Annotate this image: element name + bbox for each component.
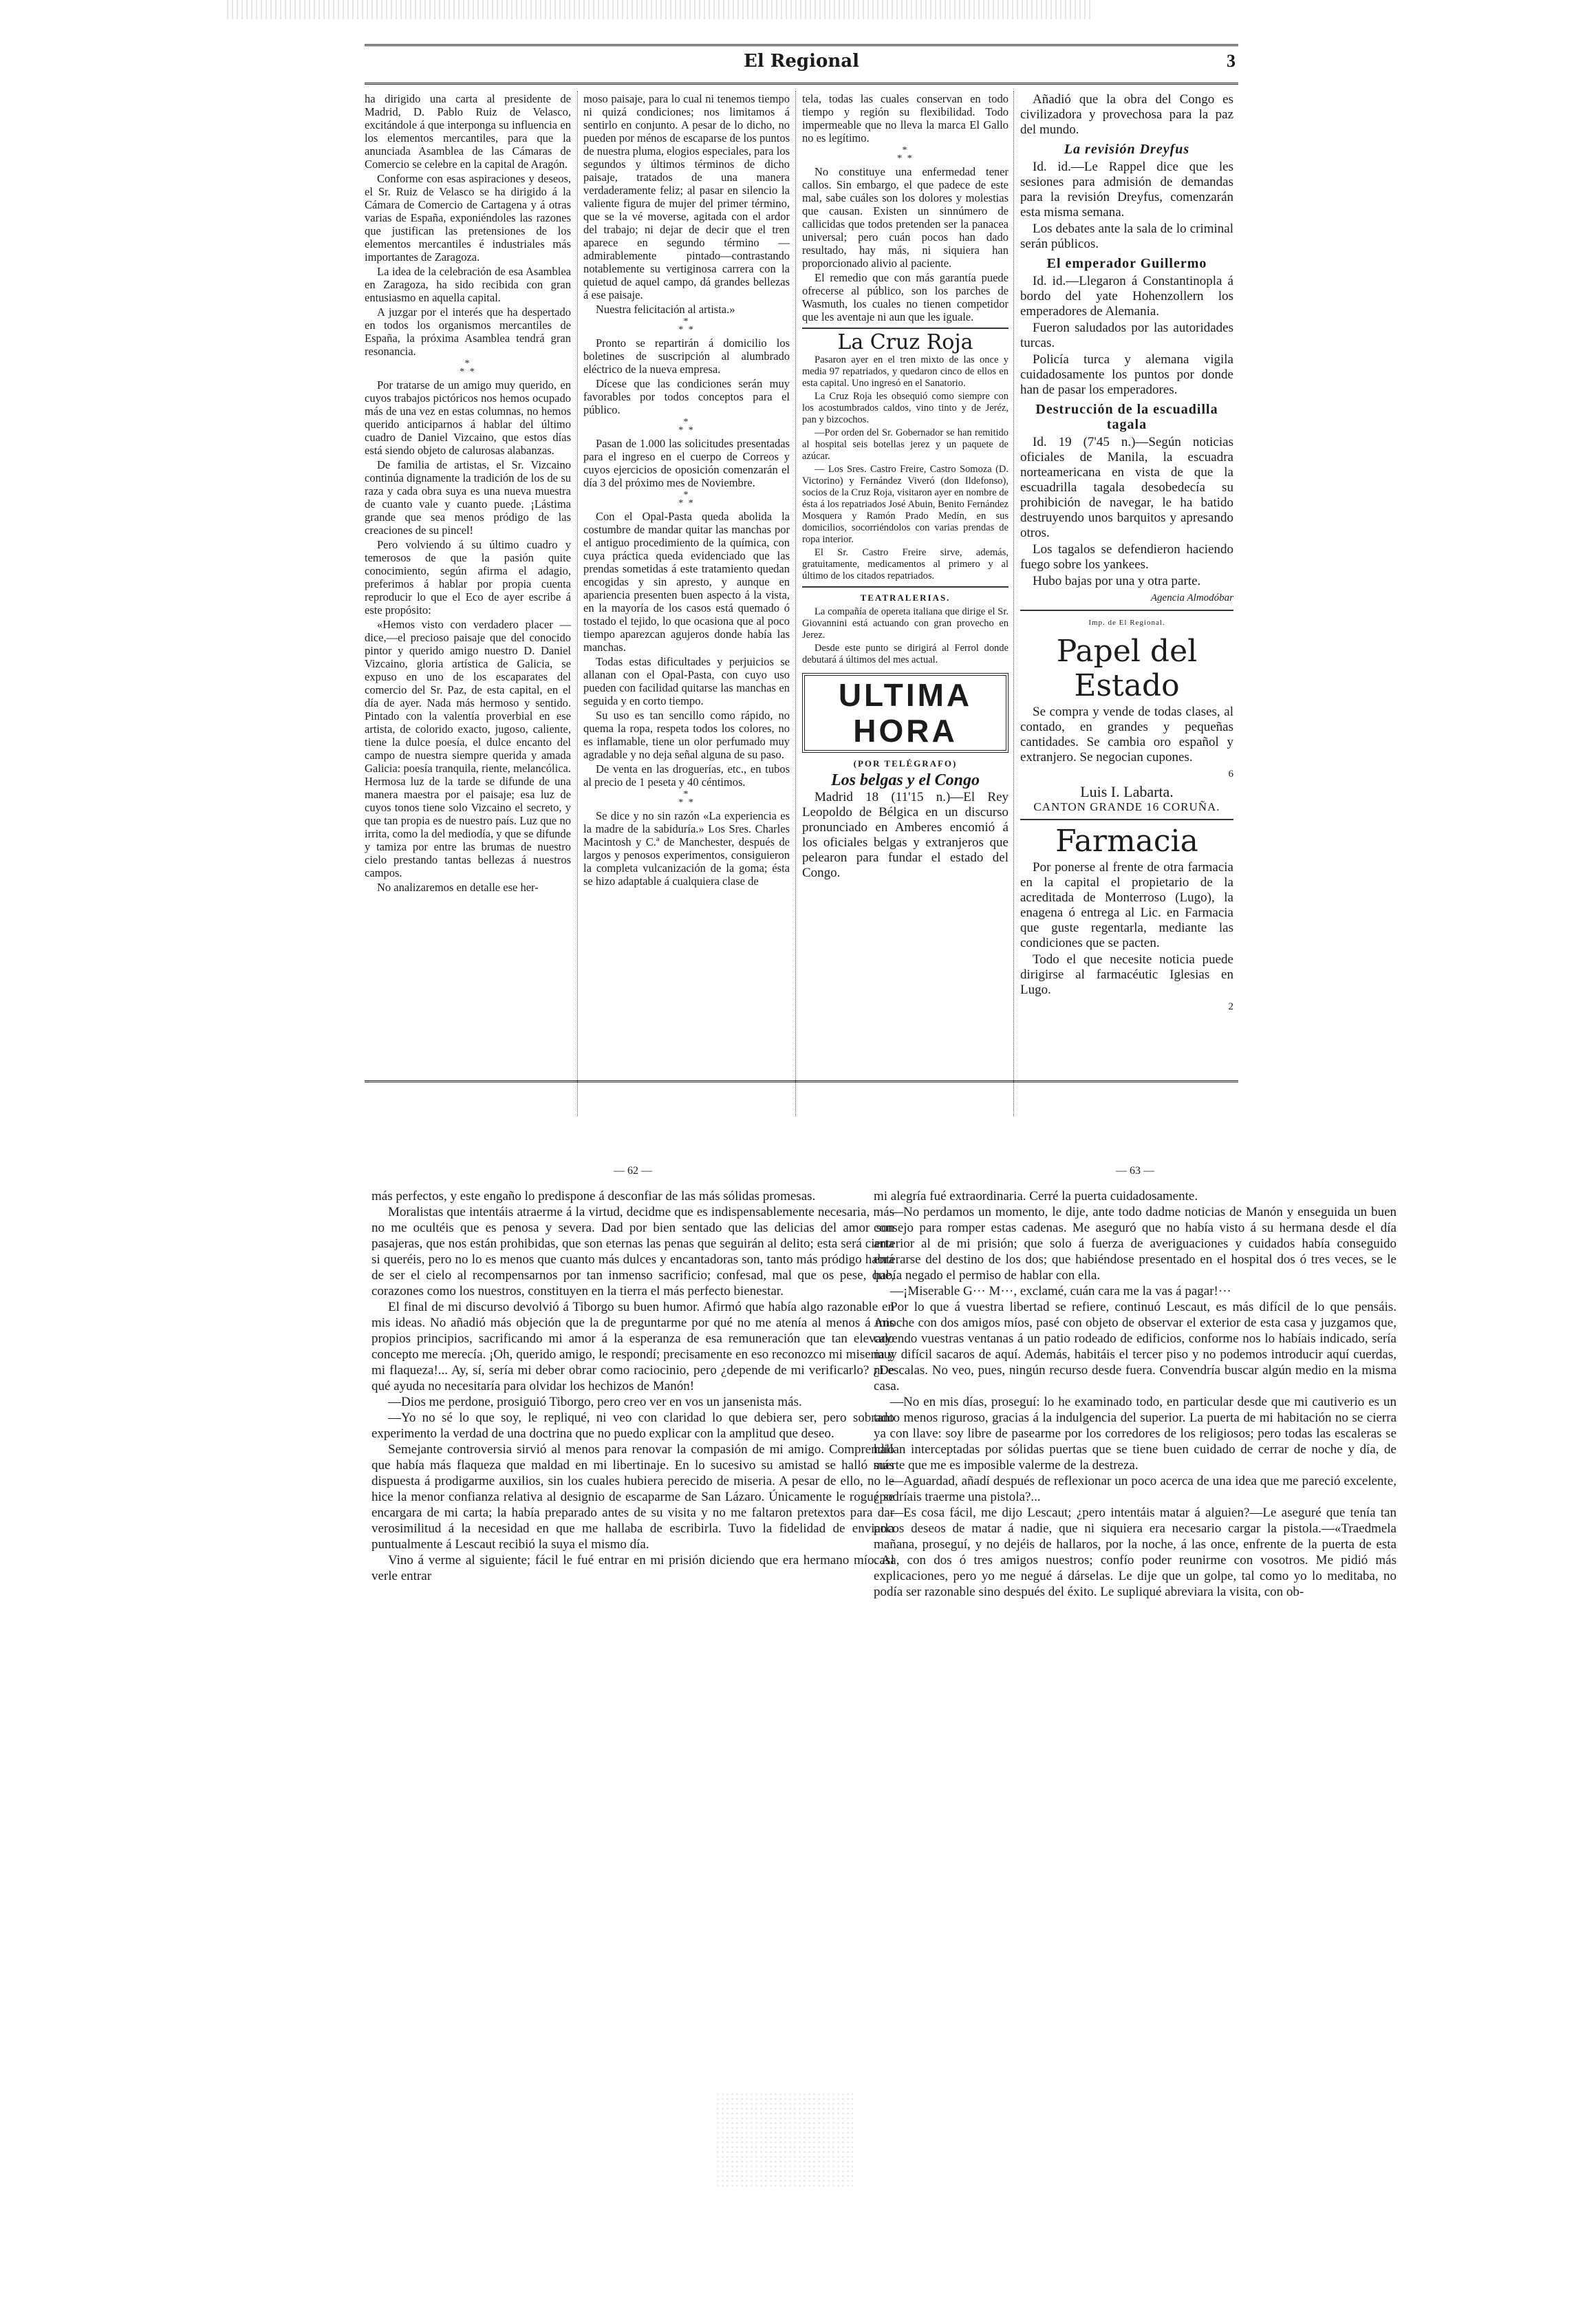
article-paragraph: Su uso es tan sencillo como rápido, no quema la ropa, respeta todos los colores, no es inflamable, tiene un olor perfumado muy agradable y no deja señal alguna de su paso. — [583, 709, 790, 761]
book-page-number: — 63 — — [1116, 1165, 1154, 1177]
article-paragraph: «Hemos visto con verdadero placer —dice,—el precioso paisaje que del conocido pintor y querido amigo nuestro D. Daniel Vizcaino, gloria artística de Galicia, se expuso en uno de los escaparates del comercio del Sr. Paz, de esta capital, en el día de ayer. Nada más hermoso y sentido. Pintado con la valentía proverbial en ese artista, de colorido exacto, jugoso, caliente, tiene la dulce poesía, el dulce encanto del campo de nuestra siempre querida y amada Galicia: poesía tranquila, riente, melancólica. Hermosa luz de la tarde se difunde de una manera maestra por el paisaje; esa luz de cuyos tonos tiene solo Vizcaino el secreto, y que tan propia es de nuestro país. Luz que no irrita, como la del mediodía, y que se difunde y tamiza por entre las brumas de nuestro cielo prestando tantas bellezas á nuestros campos. — [365, 618, 571, 879]
article-paragraph: Policía turca y alemana vigila cuidadosamente los puntos por donde han de pasar los emperadores. — [1020, 352, 1233, 397]
ad-body: Se compra y vende de todas clases, al contado, en grandes y pequeñas cantidades. Se cambia oro español y extranjero. Se negocian cupones. — [1020, 705, 1233, 764]
asterism-divider: * * * — [460, 358, 476, 377]
section-rule — [802, 328, 1009, 329]
newspaper-title: El Regional — [744, 51, 859, 72]
article-paragraph: Los tagalos se defendieron haciendo fuego sobre los yankees. — [1020, 542, 1233, 572]
ad-advertiser-name: Luis I. Labarta. — [1080, 783, 1174, 800]
book-paragraph: mi alegría fué extraordinaria. Cerré la puerta cuidadosamente. — [874, 1189, 1198, 1203]
article-paragraph: Con el Opal-Pasta queda abolida la costumbre de mandar quitar las manchas por el antiguo procedimiento de la química, con cuya práctica queda evidenciado que las prendas sometidas á este tratamiento quedan encogidas y sin apresto, y aunque en apariencia presenten buen aspecto á la vista, en la mayoría de los casos está quemado ó tostado el tejido, lo que ocasiona que al poco tiempo aparezcan agujeros donde había las manchas. — [583, 510, 790, 654]
ad-title-papel-estado: Papel del Estado — [1056, 634, 1198, 703]
article-paragraph: Desde este punto se dirigirá al Ferrol donde debutará á últimos del mes actual. — [802, 643, 1009, 665]
article-paragraph: La Cruz Roja les obsequió como siempre con los acostumbrados caldos, vino tinto y de Jeréz, pan y bizcochos. — [802, 391, 1009, 425]
asterism-divider: * * * — [678, 789, 695, 808]
article-paragraph: Se dice y no sin razón «La experiencia es la madre de la sabiduría.» Los Sres. Charles Macintosh y C.ª de Manchester, después de largos y penosos experimentos, consiguieron la completa vulcanización de la goma; ésta se hizo adaptable á cualquiera clase de — [583, 809, 790, 888]
bottom-rule — [365, 1080, 1238, 1082]
headline-escuadrilla-tagala: Destrucción de la escuadilla tagala — [1035, 402, 1218, 432]
book-paragraph: —No en mis días, proseguí: lo he examinado todo, en particular desde que mi cautiverio es un tanto menos riguroso, gracias á la indulgencia del superior. La puerta de mi habitación no se cierra ya con llave: soy libre de pasearme por los corredores de los religiosos; pero todas las escaleras se hallan interceptadas por sólidas puertas que se tiene buen cuidado de cerrar de noche y día, de suerte que me es imposible valerme de la destreza. — [874, 1395, 1396, 1473]
column-2 — [583, 92, 790, 889]
book-paragraph: más perfectos, y este engaño lo predispone á desconfiar de las más sólidas promesas. — [371, 1189, 816, 1203]
book-paragraph: Por lo que á vuestra libertad se refiere, continuó Lescaut, es más difícil de lo que pensáis. Anoche con dos amigos míos, pasé con objeto de observar el exterior de esta casa y juzgamos que, cayendo vuestras ventanas á un patio rodeado de edificios, conforme nos lo habíais indicado, sería muy difícil sacaros de aquí. Además, habitáis el tercer piso y no podemos introducir aquí cuerdas, ni escalas. No veo, pues, ningún recurso desde fuera. Convendría buscar algún medio en la misma casa. — [874, 1300, 1396, 1393]
article-paragraph: Id. id.—Le Rappel dice que les sesiones para admisión de demandas para la revisión Dreyfus, comenzarán esta misma semana. — [1020, 160, 1233, 220]
imprint-line: Imp. de El Regional. — [1088, 619, 1165, 627]
article-paragraph: Añadió que la obra del Congo es civilizadora y provechosa para la paz del mundo. — [1020, 92, 1233, 137]
article-paragraph: —Por orden del Sr. Gobernador se han remitido al hospital seis botellas jerez y un paquete de azúcar. — [802, 427, 1009, 462]
article-paragraph: El Sr. Castro Freire sirve, además, gratuitamente, medicamentos al primero y al último de los citados repatriados. — [802, 547, 1009, 581]
ad-title-farmacia: Farmacia — [1055, 824, 1198, 859]
ad-reference-number: 6 — [1228, 769, 1233, 780]
article-paragraph: Hubo bajas por una y otra parte. — [1033, 574, 1201, 588]
book-paragraph: —Es cosa fácil, me dijo Lescaut; ¿pero intentáis matar á alguien?—Le aseguré que tenía tan pocos deseos de matar á nadie, que ni siquiera era necesario cargar la pistola.—«Traedmela mañana, proseguí, y no dejéis de hallaros, por la noche, á las once, enfrente de la puerta de esta casa, con dos ó tres amigos nuestros; confío poder reunirme con vosotros. Me pidió más explicaciones, pero yo me negué á dárselas. Le dije que un golpe, tal como yo lo meditaba, no podía ser razonable sino después del éxito. Le supliqué abreviara la visita, con ob- — [874, 1506, 1396, 1599]
article-paragraph: Todas estas dificultades y perjuicios se allanan con el Opal-Pasta, con cuyo uso pueden con facilidad quitarse las manchas en seguida y en corto tiempo. — [583, 655, 790, 707]
article-paragraph: moso paisaje, para lo cual ni tenemos tiempo ni quizá condiciones; nos limitamos á sentirlo en conjunto. A pesar de lo dicho, no pueden por ménos de escaparse de los puntos de nuestra pluma, elogios especiales, para los segundos y últimos términos de dicho paisaje, tratados de una manera verdaderamente feliz; al pasar en silencio la valiente figura de mujer del primer término, que se la vé moverse, agitada con el ardor del trabajo; ni dejar de decir que el tren aparece en segundo término —admirablemente pintado—contrastando notablemente su vertiginosa carrera con la quietud de aquel campo, dá grandes bellezas á ese paisaje. — [583, 92, 790, 301]
book-paragraph: —Aguardad, añadí después de reflexionar un poco acerca de una idea que me pareció excelente, ¿podríais traerme una pistola?... — [874, 1474, 1396, 1504]
agency-signature: Agencia Almodóbar — [1150, 592, 1233, 603]
article-paragraph: Nuestra felicitación al artista.» — [596, 303, 735, 316]
article-paragraph: Pero volviendo á su último cuadro y temerosos de que la pasión quite conocimiento, según afirma el adagio, preferimos á hablar por propia cuenta reproducir lo que el Eco de ayer escribe á este propósito: — [365, 538, 571, 617]
ad-body: Por ponerse al frente de otra farmacia en la capital el propietario de la acreditada de Monterroso (Lugo), la enagena ó entrega al Lic. en Farmacia que guste regentarla, mediante las condiciones que se pacten. — [1020, 860, 1233, 950]
telegraph-note: (POR TELÉGRAFO) — [853, 758, 958, 769]
article-paragraph: La compañía de opereta italiana que dirige el Sr. Giovannini está actuando con gran provecho en Jerez. — [802, 606, 1009, 641]
asterism-divider: * * * — [678, 317, 695, 335]
article-paragraph: No analizaremos en detalle ese her- — [377, 881, 539, 894]
scan-speckle-bottom — [715, 2092, 853, 2188]
book-paragraph: —Dios me perdone, prosiguió Tiborgo, pero creo ver en vos un jansenista más. — [388, 1395, 802, 1409]
article-paragraph: — Los Sres. Castro Freire, Castro Somoza (D. Victorino) y Fernández Viveró (don Ildefonso), socios de la Cruz Roja, visitaron ayer en nombre de ésta á los repatriados José Abuin, Benito Fernández Mosquera y Ramón Prado Medín, en sus domicilios, socorriéndolos con varias prendas de ropa interior. — [802, 464, 1009, 545]
top-rule — [365, 44, 1238, 46]
article-paragraph: La idea de la celebración de esa Asamblea en Zaragoza, ha sido recibida con gran entusiasmo en aquella capital. — [365, 265, 571, 304]
headline-belgas-congo: Los belgas y el Congo — [831, 771, 980, 789]
article-paragraph: No constituye una enfermedad tener callos. Sin embargo, el que padece de este mal, sabe cuáles son los dolores y molestias que causan. Existen un sinnúmero de callicidas que todos pretenden ser la panacea universal; pero cuán pocos han dado resultado, hay más, ni siquiera han proporcionado alivio al paciente. — [802, 165, 1009, 270]
masthead — [365, 47, 1238, 74]
section-rule — [802, 586, 1009, 588]
article-paragraph: Id. id.—Llegaron á Constantinopla á bordo del yate Hohenzollern los emperadores de Alemania. — [1020, 274, 1233, 319]
section-rule — [1020, 610, 1233, 611]
article-paragraph: Conforme con esas aspiraciones y deseos, el Sr. Ruiz de Velasco se ha dirigido á la Cámara de Comercio de Cartagena y á otras varias de España, exponiéndoles las razones que justifican las pretensiones de los elementos mercantiles é industriales más importantes de Zaragoza. — [365, 172, 571, 264]
article-paragraph: Por tratarse de un amigo muy querido, en cuyos trabajos pictóricos nos hemos ocupado más de una vez en estas columnas, no hemos querido anticiparnos á hablar del último cuadro de Daniel Vizcaino, que estos días está siendo objeto de calurosas alabanzas. — [365, 378, 571, 457]
article-paragraph: Madrid 18 (11'15 n.)—El Rey Leopoldo de Bélgica en un discurso pronunciado en Amberes encomió á los oficiales belgas y extranjeros que pelearon para fundar el estado del Congo. — [802, 790, 1009, 880]
newspaper-page — [365, 41, 1238, 1087]
article-paragraph: De familia de artistas, el Sr. Vizcaino continúa dignamente la tradición de los de su raza y cada obra suya es una nueva muestra de cuanto vale y cuanto puede. ¡Lástima grande que sea menos pródigo de las creaciones de su pincel! — [365, 458, 571, 537]
column-divider — [577, 91, 578, 1116]
book-page-number: — 62 — — [614, 1165, 652, 1177]
column-divider — [795, 91, 796, 1116]
asterism-divider: * * * — [678, 490, 695, 509]
asterism-divider: * * * — [897, 145, 914, 164]
book-paragraph: —Yo no sé lo que soy, le repliqué, ni veo con claridad lo que debiera ser, pero sobrado experimento la verdad de una doctrina que no puedo explicar con la amplitud que deseo. — [371, 1411, 894, 1441]
column-divider — [1013, 91, 1014, 1116]
book-paragraph: Moralistas que intentáis atraerme á la virtud, decidme que es indispensablemente necesaria, más no me ocultéis que es penosa y severa. Dad por bien sentado que las delicias del amor son pasajeras, que nos están prohibidas, que son eternas las penas que seguirán al delito; esta será cierta si queréis, pero no lo es menos que cuanto más dulces y encantadoras son, tanto más pródigo habrá de ser el cielo al recompensarnos por tan inmenso sacrificio; confesad, mal que os pese, que, corazones como los nuestros, constituyen en la tierra el más perfecto bienestar. — [371, 1205, 894, 1298]
article-paragraph: Pasaron ayer en el tren mixto de las once y media 97 repatriados, y quedaron cinco de ellos en esta capital. Uno ingresó en el Sanatorio. — [802, 354, 1009, 389]
ultima-hora-banner: ULTIMA HORA — [802, 673, 1009, 753]
headline-revision-dreyfus: La revisión Dreyfus — [1064, 142, 1190, 157]
book-paragraph: El final de mi discurso devolvió á Tiborgo su buen humor. Afirmó que había algo razonable en mis ideas. No añadió más objeción que la de preguntarme por qué no me atenía al menos á mis propios principios, sacrificando mi amor á la esperanza de esa remuneración que tan elevado concepto me merecía. ¡Oh, querido amigo, le respondí; precisamente en eso reconozco mi miseria y mi flaqueza!... Ay, sí, sería mi deber obrar como raciocinio, pero ¿depende de mi verificarlo? ¿De qué ayuda no necesitaría para olvidar los hechizos de Manón! — [371, 1300, 894, 1393]
cruz-roja-section — [802, 354, 1009, 666]
column-1 — [365, 92, 571, 895]
section-heading-cruz-roja: La Cruz Roja — [837, 330, 973, 354]
book-page-left — [371, 1163, 894, 1584]
article-paragraph: ha dirigido una carta al presidente de Madrid, D. Pablo Ruiz de Velasco, excitándole á que interponga su influencia en los elementos mercantiles, para que la anunciada Asamblea de las Cámaras de Comercio se celebre en la capital de Aragón. — [365, 92, 571, 171]
article-paragraph: Pasan de 1.000 las solicitudes presentadas para el ingreso en el cuerpo de Correos y cuyos ejercicios de oposición comenzarán el día 3 del próximo mes de Noviembre. — [583, 437, 790, 489]
column-4 — [1020, 92, 1233, 1014]
column-3 — [802, 92, 1009, 882]
book-paragraph: Semejante controversia sirvió al menos para renovar la compasión de mi amigo. Comprendió que había más flaqueza que maldad en mi libertinaje. En lo sucesivo su amistad se halló más dispuesta á prodigarme auxilios, sin los cuales hubiera perecido de miseria. A pesar de ello, no le hice la menor confianza relativa al designio de escaparme de San Lázaro. Únicamente le rogué se encargara de mi carta; la había preparado antes de su visita y no me faltaron pretextos para dar verosimilitud á la necesidad en que me hallaba de escribirla. Tuvo la fidelidad de enviarla puntualmente á Lescaut recibió la suya el mismo día. — [371, 1442, 894, 1552]
article-paragraph: Id. 19 (7'45 n.)—Según noticias oficiales de Manila, la escuadra norteamericana en vista de que la escuadrilla tagala desobedecía su prohibición de navegar, le ha batido destruyendo unos barquitos y apresando otros. — [1020, 435, 1233, 540]
page-number: 3 — [1227, 51, 1236, 71]
article-paragraph: El remedio que con más garantía puede ofrecerse al público, son los parches de Wasmuth, los cuales no tienen competidor que les aventaje ni aun que les iguale. — [802, 271, 1009, 323]
masthead-rule — [365, 83, 1238, 85]
article-paragraph: A juzgar por el interés que ha despertado en todos los organismos mercantiles de España, la próxima Asamblea tendrá gran resonancia. — [365, 306, 571, 358]
article-paragraph: Pronto se repartirán á domicilio los boletines de suscripción al alumbrado eléctrico de la nueva empresa. — [583, 336, 790, 376]
ad-body: Todo el que necesite noticia puede dirigirse al farmacéutic Iglesias en Lugo. — [1020, 952, 1233, 997]
section-heading-teatralerias: TEATRALERIAS. — [860, 592, 951, 603]
article-paragraph: Fueron saludados por las autoridades turcas. — [1020, 321, 1233, 350]
article-paragraph: tela, todas las cuales conservan en todo tiempo y región su flexibilidad. Todo impermeable que no lleva la marca El Gallo no es legítimo. — [802, 92, 1009, 145]
book-paragraph: Vino á verme al siguiente; fácil le fué entrar en mi prisión diciendo que era hermano mío. Al verle entrar — [371, 1553, 894, 1583]
ad-advertiser-address: CANTON GRANDE 16 CORUÑA. — [1020, 800, 1233, 820]
article-paragraph: Dícese que las condiciones serán muy favorables por todos conceptos para el público. — [583, 377, 790, 416]
article-paragraph: De venta en las droguerías, etc., en tubos al precio de 1 peseta y 40 céntimos. — [583, 762, 790, 789]
headline-emperador-guillermo: El emperador Guillermo — [1046, 256, 1207, 271]
scan-speckle-top — [227, 0, 1094, 19]
book-paragraph: —¡Miserable G··· M···, exclamé, cuán cara me la vas á pagar!··· — [890, 1284, 1231, 1298]
ad-reference-number: 2 — [1228, 1001, 1233, 1012]
article-paragraph: Los debates ante la sala de lo criminal serán públicos. — [1020, 222, 1233, 251]
book-paragraph: —No perdamos un momento, le dije, ante todo dadme noticias de Manón y enseguida un buen consejo para romper estas cadenas. Me aseguró que no había visto á su hermana desde el día anterior al de mi prisión; que solo á fuerza de averiguaciones y cuidados había conseguido enterarse del destino de los dos; que habiéndose presentado en el hospital dos ó tres veces, se le había negado el permiso de hablar con ella. — [874, 1205, 1396, 1283]
book-page-right — [874, 1163, 1396, 1600]
asterism-divider: * * * — [678, 417, 695, 436]
